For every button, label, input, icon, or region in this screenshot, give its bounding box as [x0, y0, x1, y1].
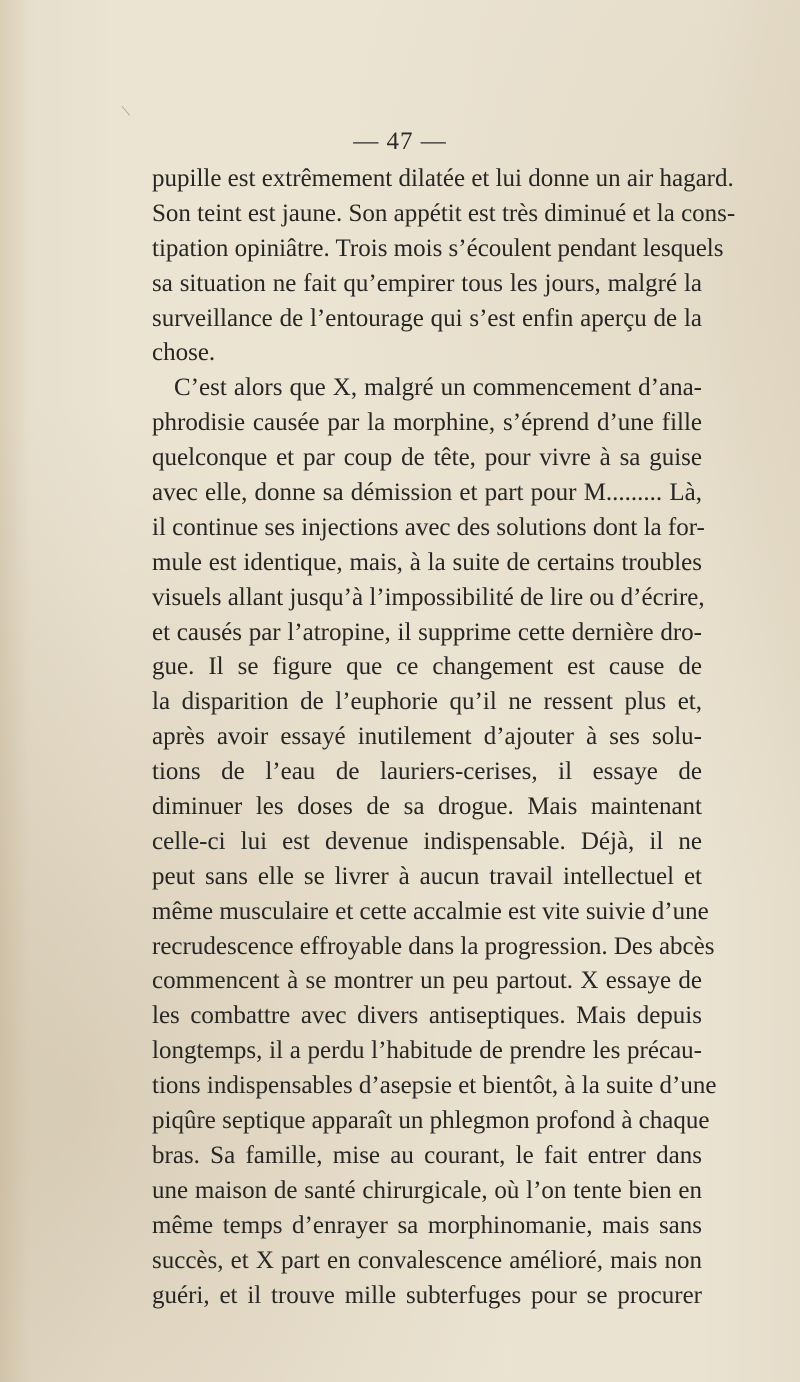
text-line: et causés par l’atropine, il supprime cette dernière dro-	[152, 618, 702, 646]
text-line: gue. Il se figure que ce changement est cause de	[152, 653, 702, 681]
text-line: commencent à se montrer un peu partout. X essaye de	[152, 967, 702, 995]
text-line: tipation opiniâtre. Trois mois s’écoulent pendant lesquels	[152, 234, 724, 262]
page-number: — 47 —	[353, 128, 447, 155]
text-line: surveillance de l’entourage qui s’est enfin aperçu de la	[152, 304, 702, 332]
text-line: C’est alors que X, malgré un commencement d’ana-	[174, 374, 702, 402]
text-line: après avoir essayé inutilement d’ajouter à ses solu-	[152, 723, 702, 751]
text-line: visuels allant jusqu’à l’impossibilité de lire ou d’écrire,	[152, 583, 705, 611]
text-line: tions de l’eau de lauriers-cerises, il essaye de	[152, 758, 702, 786]
text-line: sa situation ne fait qu’empirer tous les jours, malgré la	[152, 269, 702, 297]
text-line: quelconque et par coup de tête, pour vivre à sa guise	[152, 444, 702, 472]
text-line: même temps d’enrayer sa morphinomanie, mais sans	[152, 1211, 702, 1239]
text-line: longtemps, il a perdu l’habitude de prendre les précau-	[152, 1037, 702, 1065]
text-line: diminuer les doses de sa drogue. Mais maintenant	[152, 793, 702, 821]
text-line: mule est identique, mais, à la suite de certains troubles	[152, 548, 702, 576]
text-line: une maison de santé chirurgicale, où l’on tente bien en	[152, 1176, 702, 1204]
text-line: Son teint est jaune. Son appétit est très diminué et la cons-	[152, 199, 736, 227]
text-line: tions indispensables d’asepsie et bientôt, à la suite d’une	[152, 1072, 717, 1100]
text-line: piqûre septique apparaît un phlegmon profond à chaque	[152, 1107, 710, 1135]
pencil-mark	[122, 98, 140, 116]
text-line: celle-ci lui est devenue indispensable. Déjà, il ne	[152, 827, 702, 855]
text-line: même musculaire et cette accalmie est vite suivie d’une	[152, 897, 709, 925]
text-line: il continue ses injections avec des solutions dont la for-	[152, 513, 705, 541]
text-line: avec elle, donne sa démission et part pour M......... Là,	[152, 479, 702, 507]
text-line: recrudescence effroyable dans la progression. Des abcès	[152, 932, 715, 960]
text-line: chose.	[152, 339, 216, 367]
text-line: succès, et X part en convalescence amélioré, mais non	[152, 1246, 702, 1274]
body-text	[152, 162, 736, 1313]
text-line: peut sans elle se livrer à aucun travail intellectuel et	[152, 862, 702, 890]
text-line: la disparition de l’euphorie qu’il ne ressent plus et,	[152, 688, 702, 716]
text-line: guéri, et il trouve mille subterfuges pour se procurer	[152, 1281, 702, 1309]
text-line: phrodisie causée par la morphine, s’éprend d’une fille	[152, 409, 702, 437]
text-line: bras. Sa famille, mise au courant, le fait entrer dans	[152, 1141, 702, 1169]
text-line: pupille est extrêmement dilatée et lui donne un air hagard.	[152, 165, 734, 192]
text-line: les combattre avec divers antiseptiques. Mais depuis	[152, 1002, 702, 1030]
